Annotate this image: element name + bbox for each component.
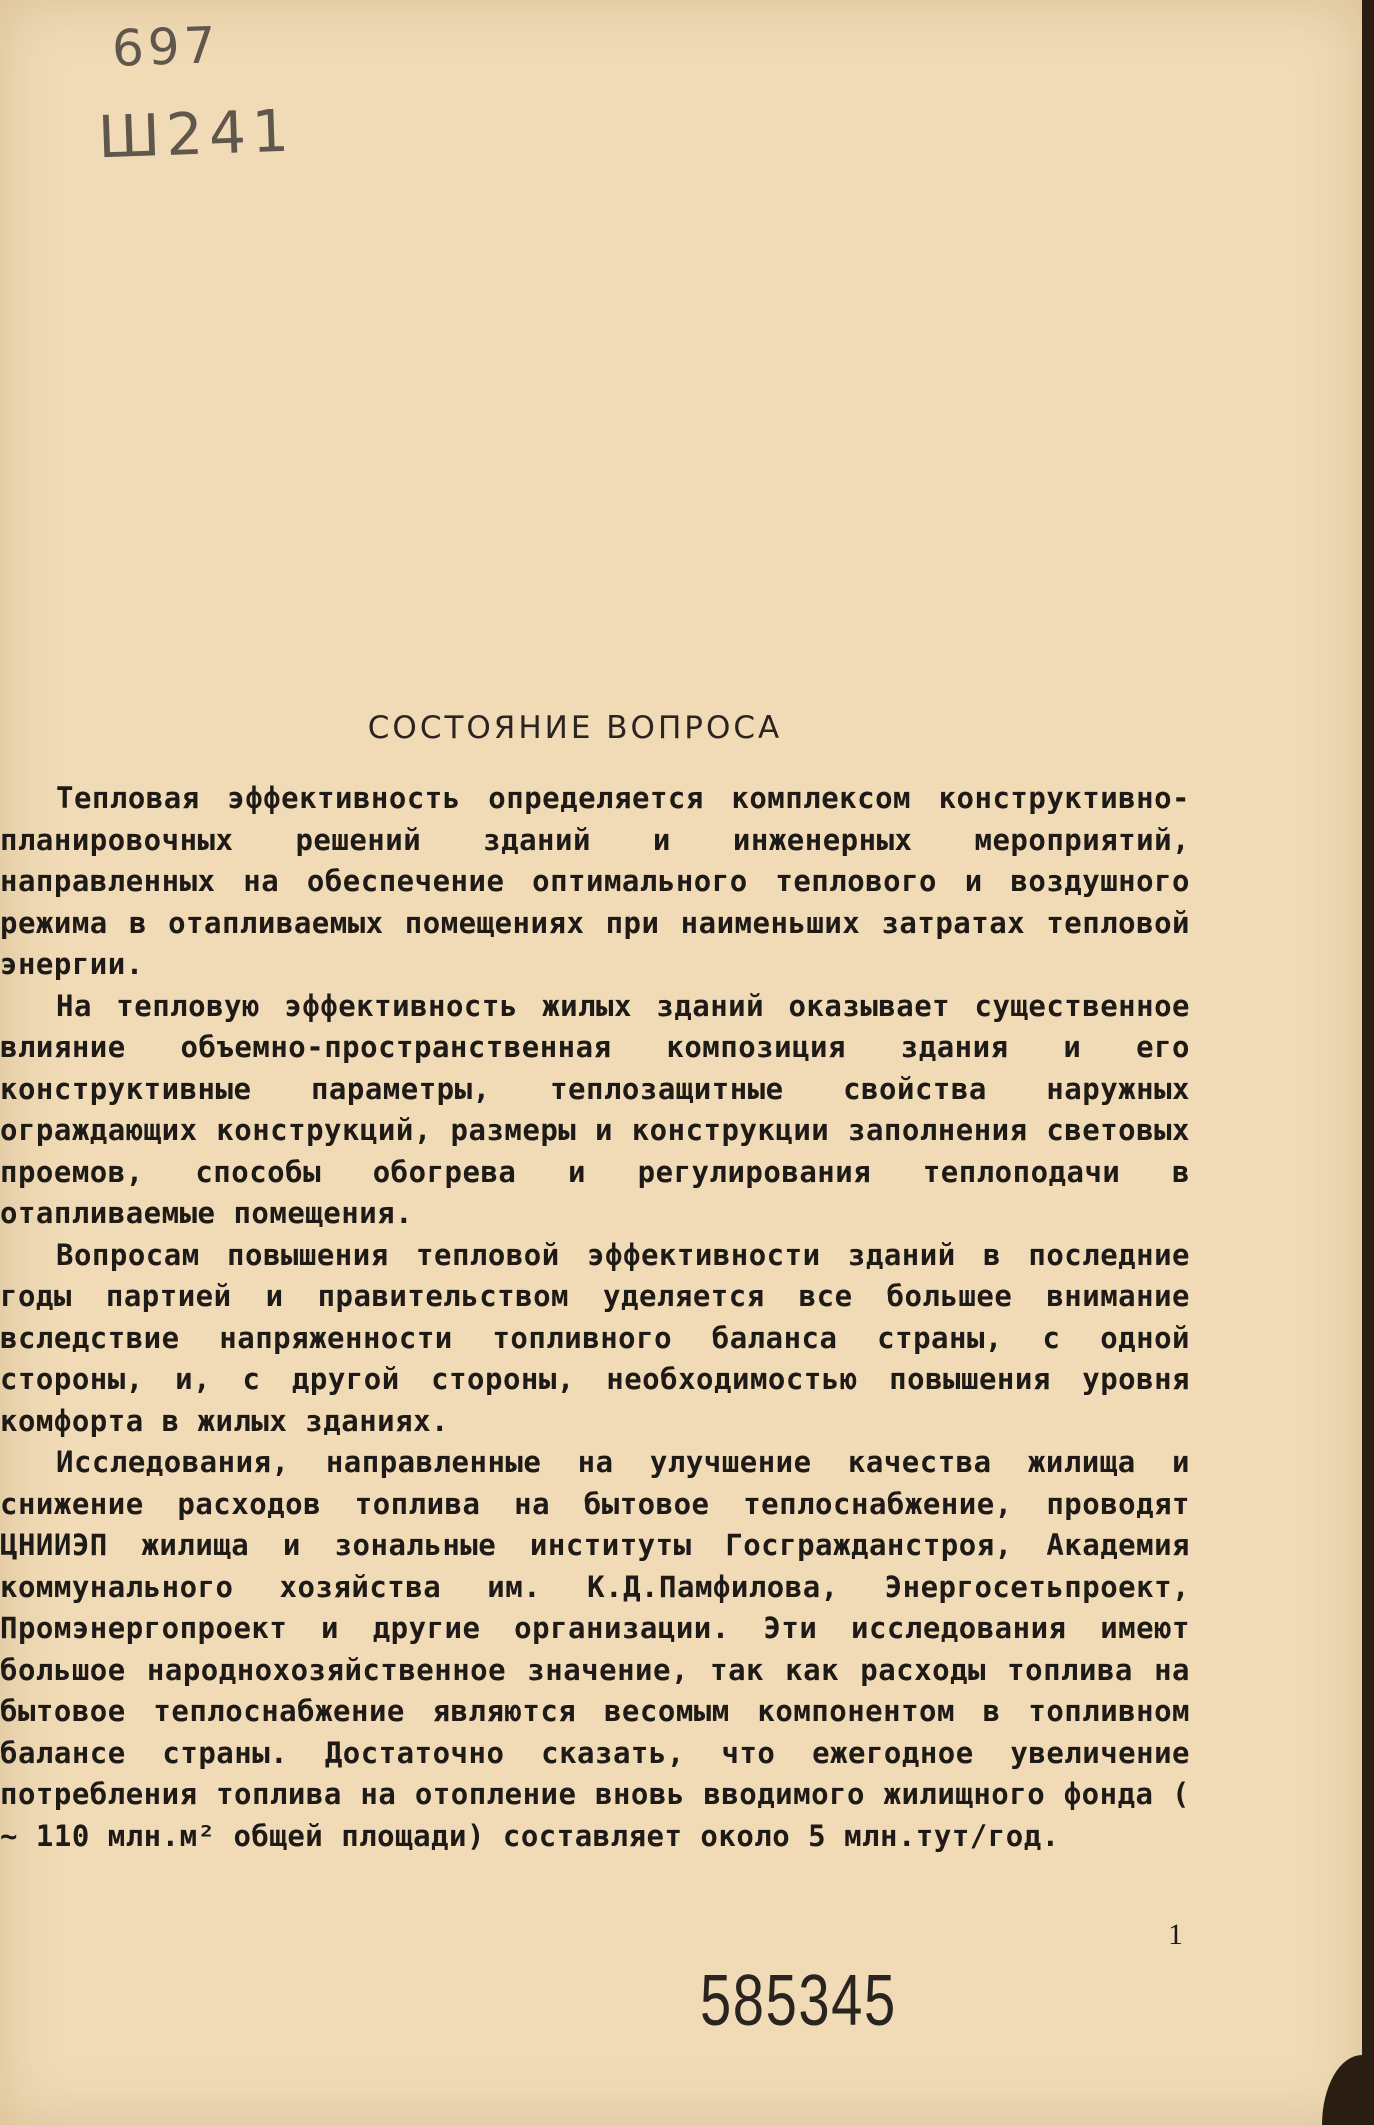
paragraph-2: На тепловую эффективность жилых зданий оказывает существенное влияние объемно-пространственная композиция здания и его конструктивные параметры, теплозащитные свойства наружных ограждающих конструкций, размеры и конструкции заполнения световых проемов, способы обогрева и регулирования теплоподачи в отапливаемые помещения. bbox=[0, 988, 1190, 1230]
handwritten-code: Ш241 bbox=[96, 96, 296, 172]
paragraph-1: Тепловая эффективность определяется комплексом конструктивно-планировочных решений зданий и инженерных мероприятий, направленных на обеспечение оптимального теплового и воздушного режима в отапливаемых помещениях при наименьших затратах тепловой энергии. bbox=[0, 781, 1190, 981]
body-text bbox=[0, 778, 1190, 1857]
inventory-stamp-number: 585345 bbox=[700, 1961, 897, 2041]
handwritten-number: 697 bbox=[111, 16, 221, 78]
paragraph-4: Исследования, направленные на улучшение качества жилища и снижение расходов топлива на бытовое теплоснабжение, проводят ЦНИИЭП жилища и зональные институты Госгражданстроя, Академия коммунального хозяйства им. К.Д.Памфилова, Энергосетьпроект, Промэнергопроект и другие организации. Эти исследования имеют большое народнохозяйственное значение, так как расходы топлива на бытовое теплоснабжение являются весомым компонентом в топливном балансе страны. Достаточно сказать, что ежегодное увеличение потребления топлива на отопление вновь вводимого жилищного фонда ( ~ 110 млн.м² общей площади) составляет около 5 млн.тут/год. bbox=[0, 1445, 1190, 1853]
paragraph-3: Вопросам повышения тепловой эффективности зданий в последние годы партией и правительством уделяется все большее внимание вследствие напряженности топливного баланса страны, с одной стороны, и, с другой стороны, необходимостью повышения уровня комфорта в жилых зданиях. bbox=[0, 1237, 1190, 1438]
page-edge bbox=[1362, 0, 1374, 2125]
page-number: 1 bbox=[1168, 1918, 1183, 1951]
section-title: СОСТОЯНИЕ ВОПРОСА bbox=[367, 710, 783, 746]
